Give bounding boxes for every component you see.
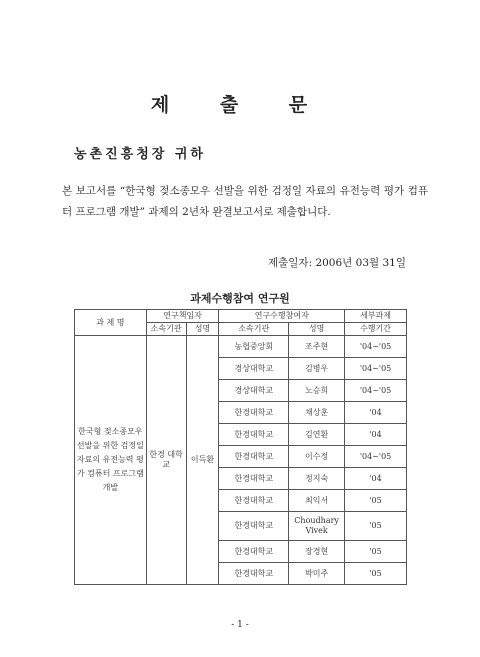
header-lead-name: 성명 [186, 323, 219, 336]
document-title: 제 출 문 [150, 94, 330, 116]
body-text: 본 보고서를 “한국형 젖소종모우 선발을 위한 검정일 자료의 유전능력 평가 컴퓨터 프로그램 개발” 과제의 2년차 완결보고서로 제출합니다. [62, 185, 428, 218]
header-period: 수행기간 [345, 323, 407, 336]
name-cell: 최익서 [289, 490, 345, 512]
table-row [75, 336, 407, 358]
lead-name-cell: 이득환 [186, 336, 219, 585]
name-cell: 김병우 [289, 358, 345, 380]
name-cell: 정지숙 [289, 468, 345, 490]
affiliation-cell: 한경대학교 [219, 490, 289, 512]
header-staff-group: 연구수행참여자 [219, 310, 345, 323]
period-cell: '04~'05 [345, 358, 407, 380]
name-cell: 노승희 [289, 380, 345, 402]
affiliation-cell: 한경대학교 [219, 402, 289, 424]
affiliation-cell: 한경대학교 [219, 512, 289, 541]
page-number: - 1 - [231, 620, 249, 630]
participants-table [74, 309, 407, 585]
affiliation-cell: 경상대학교 [219, 380, 289, 402]
period-cell: '04~'05 [345, 446, 407, 468]
period-cell: '05 [345, 512, 407, 541]
name-cell: 김연환 [289, 424, 345, 446]
header-project-name: 과 제 명 [75, 310, 147, 336]
affiliation-cell: 한경대학교 [219, 468, 289, 490]
header-staff-name: 성명 [289, 323, 345, 336]
affiliation-cell: 농협중앙회 [219, 336, 289, 358]
name-cell: 장경현 [289, 541, 345, 563]
header-lead-affiliation: 소속기관 [146, 323, 186, 336]
table-title: 과제수행참여 연구원 [190, 292, 290, 305]
header-staff-affiliation: 소속기관 [219, 323, 289, 336]
affiliation-cell: 한경대학교 [219, 424, 289, 446]
period-cell: '04 [345, 424, 407, 446]
period-cell: '05 [345, 541, 407, 563]
name-cell: 박미주 [289, 563, 345, 585]
period-cell: '04~'05 [345, 380, 407, 402]
period-cell: '04 [345, 402, 407, 424]
submission-date: 제출일자: 2006년 03월 31일 [268, 257, 406, 269]
name-cell: Choudhary Vivek [289, 512, 345, 541]
affiliation-cell: 한경대학교 [219, 563, 289, 585]
affiliation-cell: 경상대학교 [219, 358, 289, 380]
name-cell: 채상훈 [289, 402, 345, 424]
header-period-group: 세부과제 [345, 310, 407, 323]
period-cell: '05 [345, 563, 407, 585]
affiliation-cell: 한경대학교 [219, 541, 289, 563]
affiliation-cell: 한경대학교 [219, 446, 289, 468]
lead-affiliation-cell: 한경 대학교 [146, 336, 186, 585]
header-lead-group: 연구책임자 [146, 310, 219, 323]
name-cell: 이수정 [289, 446, 345, 468]
name-cell: 조주현 [289, 336, 345, 358]
period-cell: '04 [345, 468, 407, 490]
period-cell: '04~'05 [345, 336, 407, 358]
period-cell: '05 [345, 490, 407, 512]
addressee: 농촌진흥청장 귀하 [74, 147, 206, 162]
project-name-cell: 한국형 젖소종모우 선발을 위한 검정일 자료의 유전능력 평가 컴퓨터 프로그램 개발 [75, 336, 147, 585]
